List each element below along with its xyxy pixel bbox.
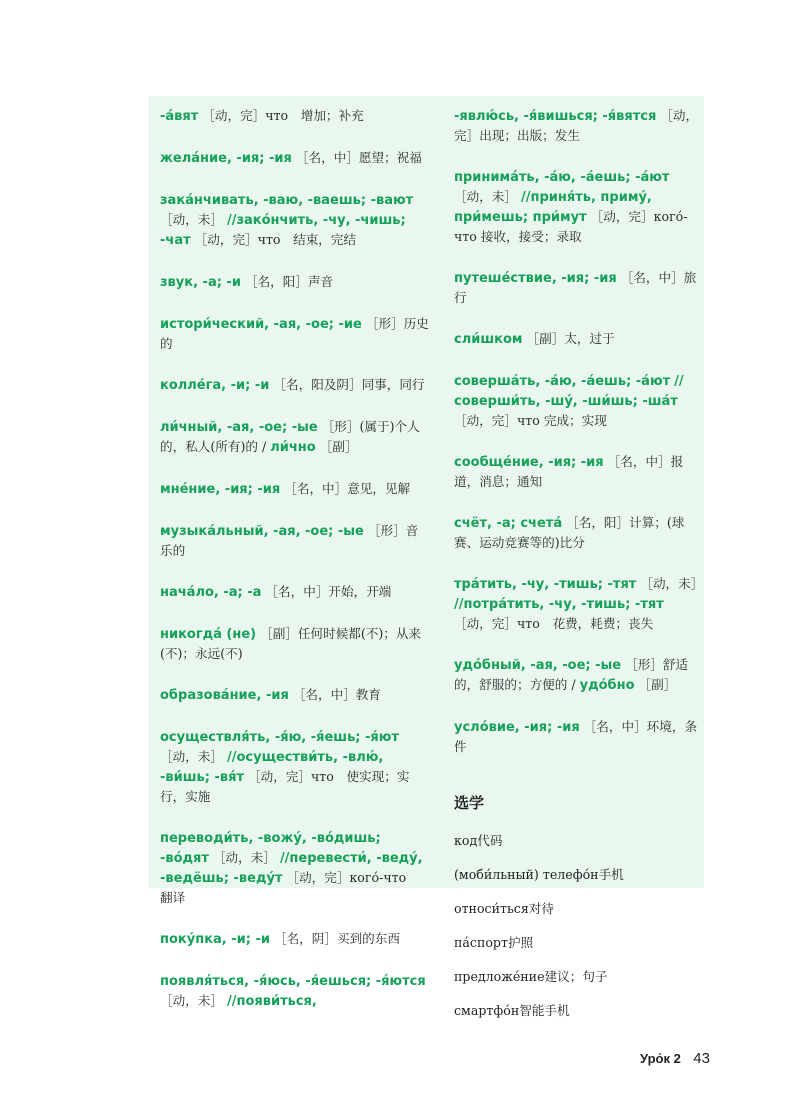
definition-2: ［动，完］что 完成；实现 bbox=[454, 413, 607, 428]
headword: появля́ться, -я́юсь, -я́ешься; -я́ются bbox=[160, 974, 426, 989]
definition: ［名，中］开始，开端 bbox=[265, 584, 392, 599]
definition: ［动，完］出现；出版；发生 bbox=[454, 108, 699, 143]
headword-2: //соверши́ть, -шу́, -ши́шь; -ша́т bbox=[454, 374, 684, 409]
vocab-entry bbox=[160, 314, 430, 353]
definition: ［名，阳及阴］同事，同行 bbox=[273, 377, 425, 392]
headword-2: //потра́тить, -чу, -тишь; -тят bbox=[454, 597, 664, 612]
headword: никогда́ (не) bbox=[160, 627, 257, 642]
vocab-entry bbox=[160, 971, 430, 1011]
selection-word: (моби́льный) телефо́н bbox=[454, 867, 599, 882]
definition: ［动，未］ bbox=[160, 749, 223, 764]
definition-2: ［动，完］что 结束，完结 bbox=[194, 232, 357, 247]
vocab-entry bbox=[160, 929, 430, 949]
vocab-entry bbox=[160, 685, 430, 705]
definition-2: ［动，完］что 花费，耗费；丧失 bbox=[454, 616, 654, 631]
definition-2: ［副］ bbox=[319, 439, 358, 454]
selection-word: относи́ться bbox=[454, 901, 529, 916]
headword-2: //перевести́, -веду́, -ведёшь; -веду́т bbox=[160, 851, 423, 886]
vocab-entry bbox=[454, 452, 704, 491]
vocab-entry bbox=[160, 190, 430, 250]
headword: ли́чный, -ая, -ое; -ые bbox=[160, 420, 318, 435]
headword-2: удо́бно bbox=[579, 678, 635, 693]
vocab-entry bbox=[454, 655, 704, 695]
selection-item bbox=[454, 899, 704, 918]
definition: ［动，完］что 增加；补充 bbox=[202, 108, 364, 123]
definition: ［形］音乐的 bbox=[160, 523, 419, 558]
vocab-entry bbox=[454, 329, 704, 349]
definition: ［名，中］教育 bbox=[292, 687, 381, 702]
headword: соверша́ть, -а́ю, -а́ешь; -а́ют bbox=[454, 374, 671, 389]
selection-word: смартфо́н bbox=[454, 1003, 520, 1018]
page-footer bbox=[640, 1050, 710, 1068]
headword: тра́тить, -чу, -тишь; -тят bbox=[454, 577, 637, 592]
vocab-entry bbox=[160, 417, 430, 457]
definition-2: ［动，完］кого́-что 接收，接受；录取 bbox=[454, 209, 688, 244]
headword: переводи́ть, -вожу́, -во́дишь; -во́дят bbox=[160, 831, 381, 866]
selection-meaning: 护照 bbox=[507, 935, 534, 950]
headword: -явлю́сь, -я́вишься; -я́вятся bbox=[454, 109, 657, 124]
vocab-entry bbox=[160, 624, 430, 663]
vocab-entry bbox=[160, 828, 430, 907]
selection-meaning: 智能手机 bbox=[519, 1003, 570, 1018]
selection-meaning: 代码 bbox=[477, 833, 503, 848]
headword: -а́вят bbox=[160, 109, 199, 124]
vocab-entry bbox=[454, 513, 704, 552]
definition-2: ［副］ bbox=[638, 677, 677, 692]
definition: ［动，未］ bbox=[640, 576, 704, 591]
headword-2: //зако́нчить, -чу, -чишь; -чат bbox=[160, 213, 406, 248]
headword-2: ли́чно bbox=[270, 440, 316, 455]
headword: поку́пка, -и; -и bbox=[160, 932, 270, 947]
definition: ［名，中］环境，条件 bbox=[454, 719, 698, 754]
vocabulary-column-right bbox=[454, 106, 704, 1035]
headword: звук, -а; -и bbox=[160, 275, 241, 290]
headword: зака́нчивать, -ваю, -ваешь; -вают bbox=[160, 193, 414, 208]
definition: ［名，中］旅行 bbox=[454, 270, 697, 305]
selection-meaning: 对待 bbox=[528, 901, 554, 916]
vocabulary-panel bbox=[148, 96, 704, 1018]
selection-item bbox=[454, 933, 704, 952]
section-title-selection: 选学 bbox=[454, 794, 485, 812]
headword: осуществля́ть, -я́ю, -я́ешь; -я́ют bbox=[160, 730, 399, 745]
vocab-entry bbox=[454, 371, 704, 430]
selection-list bbox=[454, 831, 704, 1020]
vocab-entry bbox=[454, 574, 704, 633]
headword: удо́бный, -ая, -ое; -ые bbox=[454, 658, 622, 673]
definition: ［动，未］ bbox=[454, 189, 517, 204]
selection-meaning: 手机 bbox=[598, 867, 624, 882]
definition: ［副］太，过于 bbox=[526, 331, 615, 346]
headword: музыка́льный, -ая, -ое; -ые bbox=[160, 524, 364, 539]
definition-2: ［动，完］кого́-что 翻译 bbox=[160, 870, 419, 905]
page-number: 43 bbox=[693, 1050, 710, 1067]
vocab-entry bbox=[160, 148, 430, 168]
definition: ［名，阴］买到的东西 bbox=[274, 931, 400, 946]
definition: ［形］(属于)个人的，私人(所有)的 / bbox=[160, 419, 420, 454]
headword: счёт, -а; счета́ bbox=[454, 516, 563, 531]
vocab-entry bbox=[454, 106, 704, 145]
selection-item bbox=[454, 967, 704, 986]
headword: образова́ние, -ия bbox=[160, 688, 289, 703]
selection-word: па́спорт bbox=[454, 935, 508, 950]
vocab-entry bbox=[454, 717, 704, 756]
headword: усло́вие, -ия; -ия bbox=[454, 720, 580, 735]
headword: нача́ло, -а; -а bbox=[160, 585, 262, 600]
selection-word: предложе́ние bbox=[454, 969, 545, 984]
vocab-entry bbox=[454, 268, 704, 307]
lesson-label: Уро́к 2 bbox=[640, 1051, 681, 1066]
vocab-entry bbox=[160, 582, 430, 602]
definition: ［形］历史的 bbox=[160, 316, 429, 351]
headword-2: //приня́ть, приму́, при́мешь; при́мут bbox=[454, 190, 652, 225]
vocab-entry bbox=[160, 106, 430, 126]
vocab-entry bbox=[454, 167, 704, 246]
headword: мне́ние, -ия; -ия bbox=[160, 482, 281, 497]
definition: ［名，中］愿望；祝福 bbox=[295, 150, 422, 165]
headword: колле́га, -и; -и bbox=[160, 378, 270, 393]
headword: сообще́ние, -ия; -ия bbox=[454, 455, 604, 470]
definition: ［动，未］ bbox=[160, 993, 223, 1008]
selection-item bbox=[454, 1001, 704, 1020]
selection-word: код bbox=[454, 833, 478, 848]
vocab-entry bbox=[160, 727, 430, 806]
definition: ［动，未］ bbox=[160, 212, 223, 227]
definition: ［副］任何时候都(不)；从来(不)；永远(不) bbox=[160, 626, 422, 661]
definition: ［名，中］报道，消息；通知 bbox=[454, 454, 684, 489]
headword-2: //появи́ться, bbox=[226, 994, 317, 1009]
definition: ［名，中］意见，见解 bbox=[284, 481, 411, 496]
headword: путеше́ствие, -ия; -ия bbox=[454, 271, 617, 286]
vocab-entry bbox=[160, 375, 430, 395]
selection-meaning: 建议；句子 bbox=[544, 969, 608, 984]
headword-2: //осуществи́ть, -влю́, -ви́шь; -вя́т bbox=[160, 750, 384, 785]
selection-item bbox=[454, 865, 704, 884]
definition-2: ［动，完］что 使实现；实行，实施 bbox=[160, 769, 410, 804]
headword: истори́ческий, -ая, -ое; -ие bbox=[160, 317, 362, 332]
definition: ［形］舒适的，舒服的；方便的 / bbox=[454, 657, 689, 692]
vocabulary-column-left bbox=[160, 106, 430, 1033]
definition: ［名，阳］声音 bbox=[244, 274, 334, 289]
selection-item bbox=[454, 831, 704, 850]
definition: ［动，未］ bbox=[212, 850, 276, 865]
definition: ［名，阳］计算；(球赛、运动竞赛等的)比分 bbox=[454, 515, 685, 550]
headword: принима́ть, -а́ю, -а́ешь; -а́ют bbox=[454, 170, 670, 185]
vocab-entry bbox=[160, 272, 430, 292]
headword: сли́шком bbox=[454, 332, 523, 347]
vocab-entry bbox=[160, 479, 430, 499]
vocab-entry bbox=[160, 521, 430, 560]
headword: жела́ние, -ия; -ия bbox=[160, 151, 292, 166]
